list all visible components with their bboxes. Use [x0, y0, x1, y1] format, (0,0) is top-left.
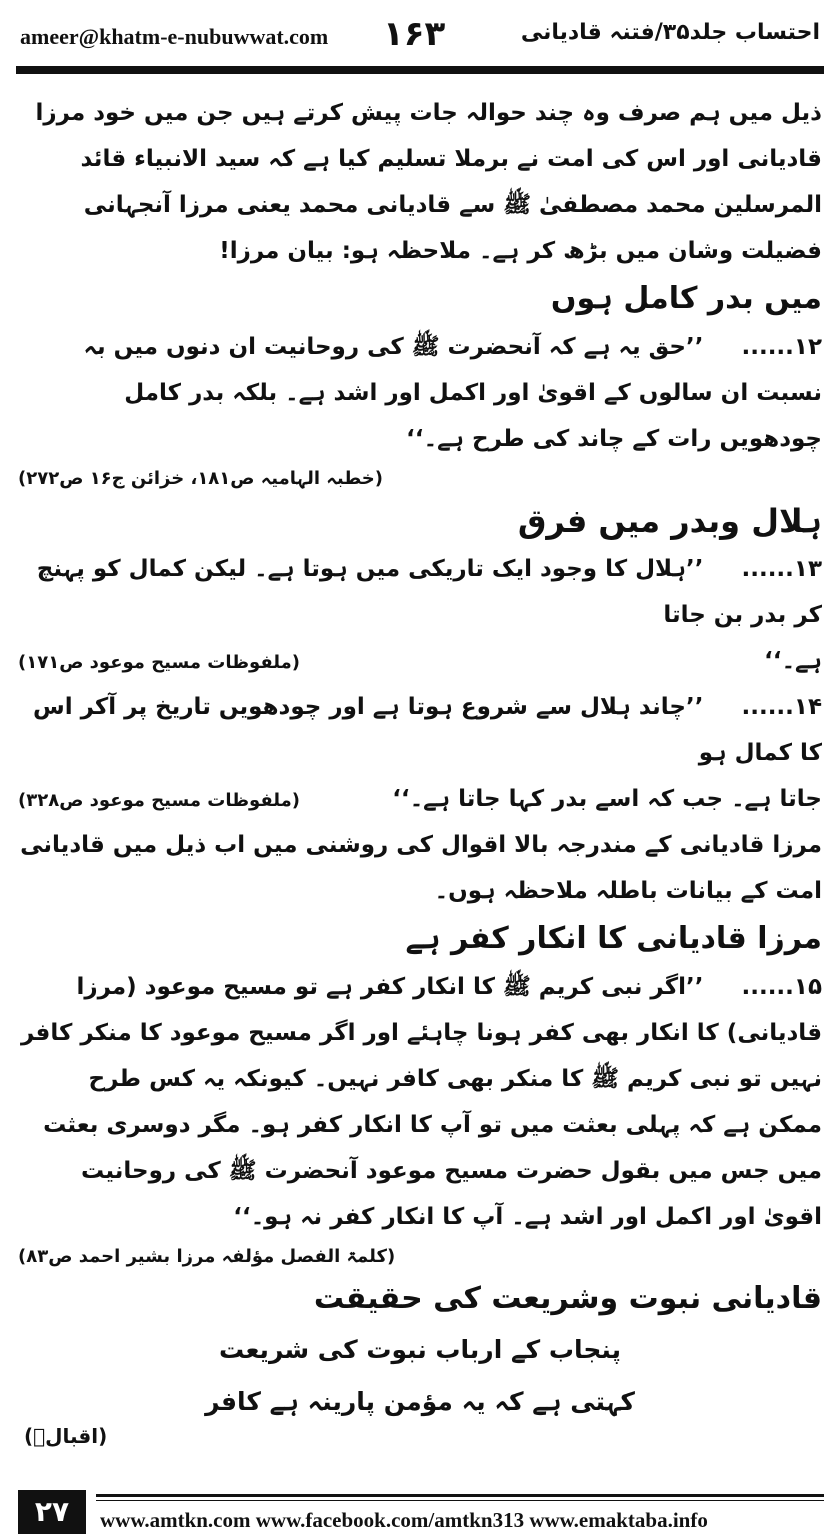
- poet-attribution: (اقبالؒ): [24, 1424, 108, 1448]
- footer-sheet-number: ۲۷: [18, 1490, 86, 1534]
- header-rule: [16, 66, 824, 74]
- intro-paragraph: ذیل میں ہم صرف وہ چند حوالہ جات پیش کرتے ہیں جن میں خود مرزا قادیانی اور اس کی امت نے برملا تسلیم کیا ہے کہ سید الانبیاء قائد المرسلین محمد مصطفیٰ ﷺ سے قادیانی محمد یعنی مرزا آنجہانی فضیلت وشان میں بڑھ کر ہے۔ ملاحظہ ہو: بیان مرزا!: [35, 100, 822, 264]
- quote-number: ۱۳......: [741, 556, 822, 582]
- quote-12: [18, 324, 822, 462]
- quote-text: ’’اگر نبی کریم ﷺ کا انکار کفر ہے تو مسیح موعود (مرزا قادیانی) کا انکار بھی کفر ہونا چاہئے اور اگر مسیح موعود کا منکر کافر نہیں تو نبی کریم ﷺ کا منکر بھی کافر نہیں۔ کیونکہ یہ کس طرح ممکن ہے کہ پہلی بعثت میں تو آپ کا انکار کفر ہو۔ مگر دوسری بعثت میں جس میں بقول حضرت مسیح موعود آنحضرت ﷺ کی روحانیت اقویٰ اور اکمل اور اشد ہے۔ آپ کا انکار کفر نہ ہو۔‘‘: [20, 974, 822, 1230]
- quote-text-end: ہے۔‘‘: [764, 648, 822, 674]
- reference-14: (ملفوظات مسیح موعود ص۳۲۸): [18, 790, 301, 811]
- quote-text: ’’ہلال کا وجود ایک تاریکی میں ہوتا ہے۔ لیکن کمال کو پہنچ کر بدر بن جاتا: [36, 556, 822, 628]
- quote-14-line1: [18, 684, 822, 776]
- quote-text: ’’حق یہ ہے کہ آنحضرت ﷺ کی روحانیت ان دنوں میں بہ نسبت ان سالوں کے اقویٰ اور اکمل اور اشد ہے۔ بلکہ بدر کامل چودھویں رات کے چاند کی طرح ہے۔‘‘: [83, 334, 822, 452]
- reference-12: (خطبہ الہامیہ ص۱۸۱، خزائن ج۱۶ ص۲۷۲): [18, 468, 383, 489]
- header-page-number: ۱۶۳: [383, 14, 446, 54]
- quote-13-line1: [18, 546, 822, 638]
- section-heading-nubuwwat-shariat: قادیانی نبوت وشریعت کی حقیقت: [313, 1281, 822, 1316]
- footer-urls[interactable]: www.amtkn.com www.facebook.com/amtkn313 www.emaktaba.info: [100, 1508, 708, 1532]
- section-heading-hilal-badr: ہلال وبدر میں فرق: [517, 502, 822, 540]
- quote-text-end: جاتا ہے۔ جب کہ اسے بدر کہا جاتا ہے۔‘‘: [392, 786, 822, 812]
- quote-number: ۱۵......: [741, 974, 822, 1000]
- page-body: [18, 90, 822, 1428]
- header-book-title: احتساب جلد۳۵/فتنہ قادیانی: [520, 20, 820, 45]
- poem-line-2: کہتی ہے کہ یہ مؤمن پارینہ ہے کافر: [205, 1387, 635, 1416]
- reference-13: (ملفوظات مسیح موعود ص۱۷۱): [18, 652, 301, 673]
- transition-paragraph: مرزا قادیانی کے مندرجہ بالا اقوال کی روشنی میں اب ذیل میں قادیانی امت کے بیانات باطلہ ملاحظہ ہوں۔: [20, 832, 822, 904]
- quote-14-line2: [18, 776, 822, 822]
- footer-rule-thin: [96, 1500, 824, 1501]
- reference-15: (کلمۃ الفصل مؤلفہ مرزا بشیر احمد ص۸۳): [18, 1246, 396, 1267]
- quote-13-line2: [18, 638, 822, 684]
- poem-line-1: پنجاب کے ارباب نبوت کی شریعت: [218, 1335, 621, 1364]
- quote-number: ۱۴......: [741, 694, 822, 720]
- quote-15: [18, 964, 822, 1240]
- page-header: [18, 12, 822, 60]
- quote-number: ۱۲......: [741, 334, 822, 360]
- footer-rule: [96, 1494, 824, 1497]
- section-heading-inkar-kufr: مرزا قادیانی کا انکار کفر ہے: [405, 921, 822, 956]
- quote-text: ’’چاند ہلال سے شروع ہوتا ہے اور چودھویں تاریخ پر آکر اس کا کمال ہو: [32, 694, 822, 766]
- section-heading-badr-kamil: میں بدر کامل ہوں: [550, 281, 822, 316]
- header-email[interactable]: ameer@khatm-e-nubuwwat.com: [20, 24, 329, 49]
